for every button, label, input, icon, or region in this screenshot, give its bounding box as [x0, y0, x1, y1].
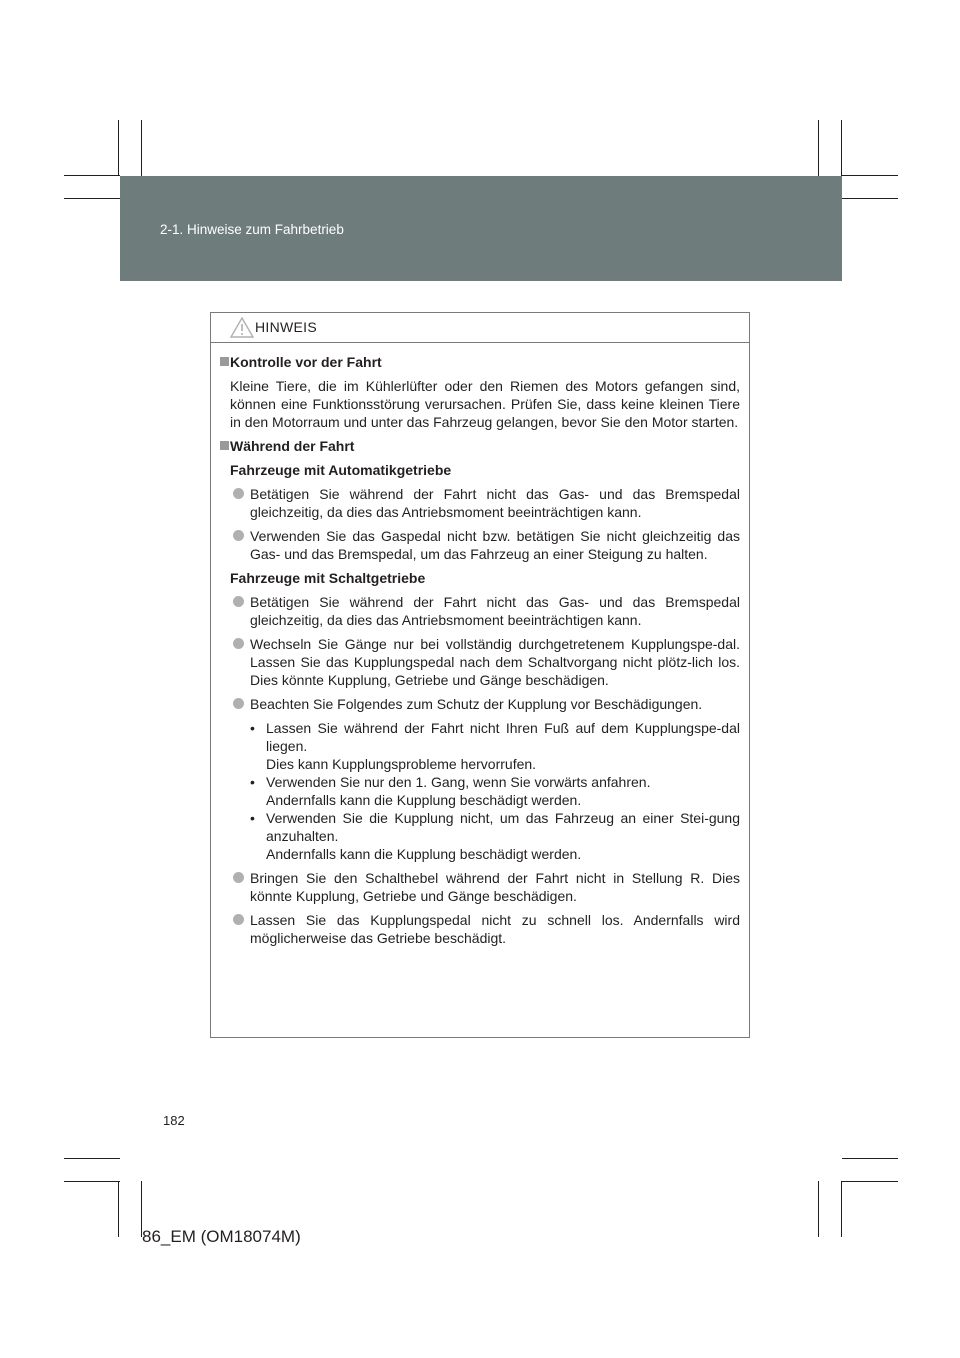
paragraph: Kleine Tiere, die im Kühlerlüfter oder den Riemen des Motors gefangen sind, können eine Funktionsstörung verursachen. Prüfen Sie, dass keine kleinen Tiere in den Motorraum und unter das Fahrzeug gelangen, bevor Sie den Motor starten.	[230, 378, 740, 430]
subheading-manual: Fahrzeuge mit Schaltgetriebe	[230, 570, 426, 586]
crop-mark	[841, 1181, 842, 1237]
circle-bullet-icon	[233, 530, 244, 541]
crop-mark	[841, 120, 842, 176]
crop-mark	[818, 1181, 819, 1237]
heading-check-before-drive: Kontrolle vor der Fahrt	[220, 353, 740, 371]
crop-mark	[818, 120, 819, 176]
square-bullet-icon	[220, 357, 229, 366]
document-code: 86_EM (OM18074M)	[142, 1227, 301, 1246]
list-item: Beachten Sie Folgendes zum Schutz der Kupplung vor Beschädigungen.	[220, 695, 740, 713]
square-bullet-icon	[220, 441, 229, 450]
notice-content	[220, 353, 740, 953]
crop-mark	[64, 175, 120, 176]
notice-header	[211, 313, 749, 343]
circle-bullet-icon	[233, 872, 244, 883]
heading-while-driving: Während der Fahrt	[220, 437, 740, 455]
notice-box	[210, 312, 750, 1038]
section-title: 2-1. Hinweise zum Fahrbetrieb	[160, 222, 344, 237]
crop-mark	[842, 1181, 898, 1182]
list-item: Betätigen Sie während der Fahrt nicht das Gas- und das Bremspedal gleichzeitig, da dies das Antriebsmoment beeinträchtigen kann.	[220, 485, 740, 521]
crop-mark	[64, 198, 120, 199]
list-item: Lassen Sie das Kupplungspedal nicht zu schnell los. Andernfalls wird möglicherweise das Getriebe beschädigt.	[220, 911, 740, 947]
crop-mark	[842, 1158, 898, 1159]
sub-list-item: • Verwenden Sie nur den 1. Gang, wenn Sie vorwärts anfahren. Andernfalls kann die Kupplung beschädigt werden.	[250, 774, 651, 808]
circle-bullet-icon	[233, 638, 244, 649]
sub-list-item: • Verwenden Sie die Kupplung nicht, um das Fahrzeug an einer Stei-gung anzuhalten. Andernfalls kann die Kupplung beschädigt werden.	[250, 810, 740, 862]
crop-mark	[842, 175, 898, 176]
small-dot-icon: •	[250, 720, 255, 736]
crop-mark	[64, 1158, 120, 1159]
warning-triangle-icon	[229, 316, 255, 339]
crop-mark	[141, 120, 142, 176]
list-item: Verwenden Sie das Gaspedal nicht bzw. betätigen Sie nicht gleichzeitig das Gas- und das Bremspedal, um das Fahrzeug an einer Steigung zu halten.	[220, 527, 740, 563]
sub-list-item: • Lassen Sie während der Fahrt nicht Ihren Fuß auf dem Kupplungspe-dal liegen. Dies kann Kupplungsprobleme hervorrufen.	[250, 720, 740, 772]
crop-mark	[118, 120, 119, 176]
circle-bullet-icon	[233, 698, 244, 709]
crop-mark	[118, 1181, 119, 1237]
page-number: 182	[163, 1113, 185, 1128]
circle-bullet-icon	[233, 596, 244, 607]
crop-mark	[842, 198, 898, 199]
clutch-sub-list	[220, 719, 740, 863]
circle-bullet-icon	[233, 488, 244, 499]
crop-mark	[64, 1181, 120, 1182]
small-dot-icon: •	[250, 810, 255, 826]
subheading-automatic: Fahrzeuge mit Automatikgetriebe	[230, 462, 452, 478]
list-item: Wechseln Sie Gänge nur bei vollständig durchgetretenem Kupplungspe-dal. Lassen Sie das Kupplungspedal nach dem Schaltvorgang nicht plötz-lich los. Dies könnte Kupplung, Getriebe und Gänge beschädigen.	[220, 635, 740, 689]
circle-bullet-icon	[233, 914, 244, 925]
list-item: Betätigen Sie während der Fahrt nicht das Gas- und das Bremspedal gleichzeitig, da dies das Antriebsmoment beeinträchtigen kann.	[220, 593, 740, 629]
list-item: Bringen Sie den Schalthebel während der Fahrt nicht in Stellung R. Dies könnte Kupplung, Getriebe und Gänge beschädigen.	[220, 869, 740, 905]
small-dot-icon: •	[250, 774, 255, 790]
notice-label: HINWEIS	[255, 319, 317, 335]
